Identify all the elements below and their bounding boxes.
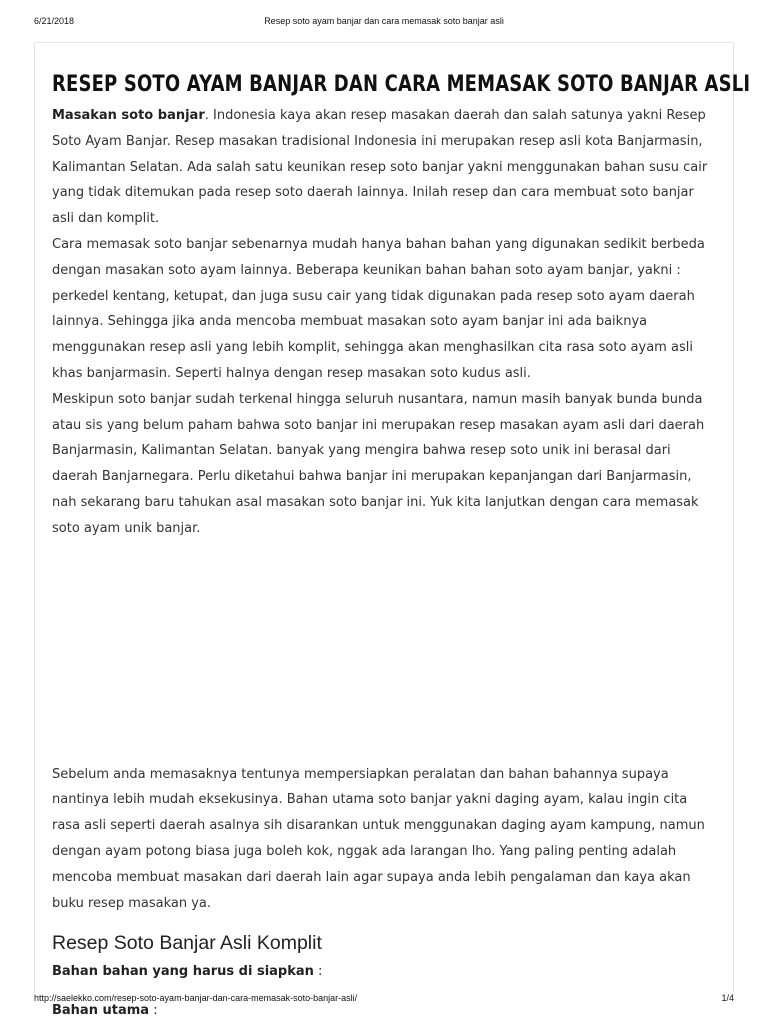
subheading-bahan-utama-colon: : — [149, 1003, 158, 1019]
subheading-bahan-bahan-bold: Bahan bahan yang harus di siapkan — [52, 964, 314, 980]
subheading-bahan-bahan-colon: : — [313, 964, 323, 980]
paragraph-meskipun: Meskipun soto banjar sudah terkenal hingga seluruh nusantara, namun masih banyak bunda bunda atau sis yang belum paham bahwa soto banjar ini merupakan resep masakan ayam asli dari daerah Banjarmasin, Kalimantan Selatan. banyak yang mengira bahwa resep soto unik ini berasal dari daerah Banjarnegara. Perlu diketahui bahwa banjar ini merupakan kepanjangan dari Banjarmasin, nah sekarang baru tahukan asal masakan soto banjar ini. Yuk kita lanjutkan dengan cara memasak soto ayam unik banjar. — [52, 391, 705, 536]
subheading-bahan-utama-bold: Bahan utama — [52, 1003, 150, 1019]
print-page-number: 1/4 — [721, 993, 734, 1003]
subheading-bahan-bahan — [52, 959, 717, 984]
print-date: 6/21/2018 — [34, 16, 75, 26]
print-url: http://saelekko.com/resep-soto-ayam-banjar-dan-cara-memasak-soto-banjar-asli/ — [34, 993, 358, 1003]
blank-ad-space — [52, 542, 717, 762]
article-title: RESEP SOTO AYAM BANJAR DAN CARA MEMASAK SOTO BANJAR ASLI — [52, 71, 751, 97]
paragraph-intro — [52, 103, 717, 232]
paragraph-cara-memasak: Cara memasak soto banjar sebenarnya mudah hanya bahan bahan yang digunakan sedikit berbeda dengan masakan soto ayam lainnya. Beberapa keunikan bahan bahan soto ayam banjar, yakni : perkedel kentang, ketupat, dan juga susu cair yang tidak digunakan pada resep soto ayam daerah lainnya. Sehingga jika anda mencoba membuat masakan soto ayam banjar ini ada baiknya menggunakan resep asli yang lebih komplit, sehingga akan menghasilkan cita rasa soto ayam asli khas banjarmasin. Seperti halnya dengan resep masakan soto kudus asli. — [52, 236, 705, 381]
section-title: Resep Soto Banjar Asli Komplit — [52, 932, 322, 955]
intro-bold-lead: Masakan soto banjar — [52, 108, 205, 123]
print-footer — [34, 993, 734, 1007]
intro-text: . Indonesia kaya akan resep masakan daerah dan salah satunya yakni Resep Soto Ayam Banjar. Resep masakan tradisional Indonesia ini merupakan resep asli kota Banjarmasin, Kalimantan Selatan. Ada salah satu keunikan resep soto banjar yakni menggunakan bahan susu cair yang tidak ditemukan pada resep soto daerah lainnya. Inilah resep dan cara membuat soto banjar asli dan komplit. — [52, 108, 708, 227]
print-page-title: Resep soto ayam banjar dan cara memasak soto banjar asli — [264, 16, 504, 26]
paragraph-sebelum: Sebelum anda memasaknya tentunya mempersiapkan peralatan dan bahan bahannya supaya nantinya lebih mudah eksekusinya. Bahan utama soto banjar yakni daging ayam, kalau ingin cita rasa asli seperti daerah asalnya sih disarankan untuk menggunakan daging ayam kampung, namun dengan ayam potong biasa juga boleh kok, nggak ada larangan lho. Yang paling penting adalah mencoba membuat masakan dari daerah lain agar supaya anda lebih pengalaman dan kaya akan buku resep masakan ya. — [52, 766, 705, 911]
print-header — [34, 16, 734, 30]
